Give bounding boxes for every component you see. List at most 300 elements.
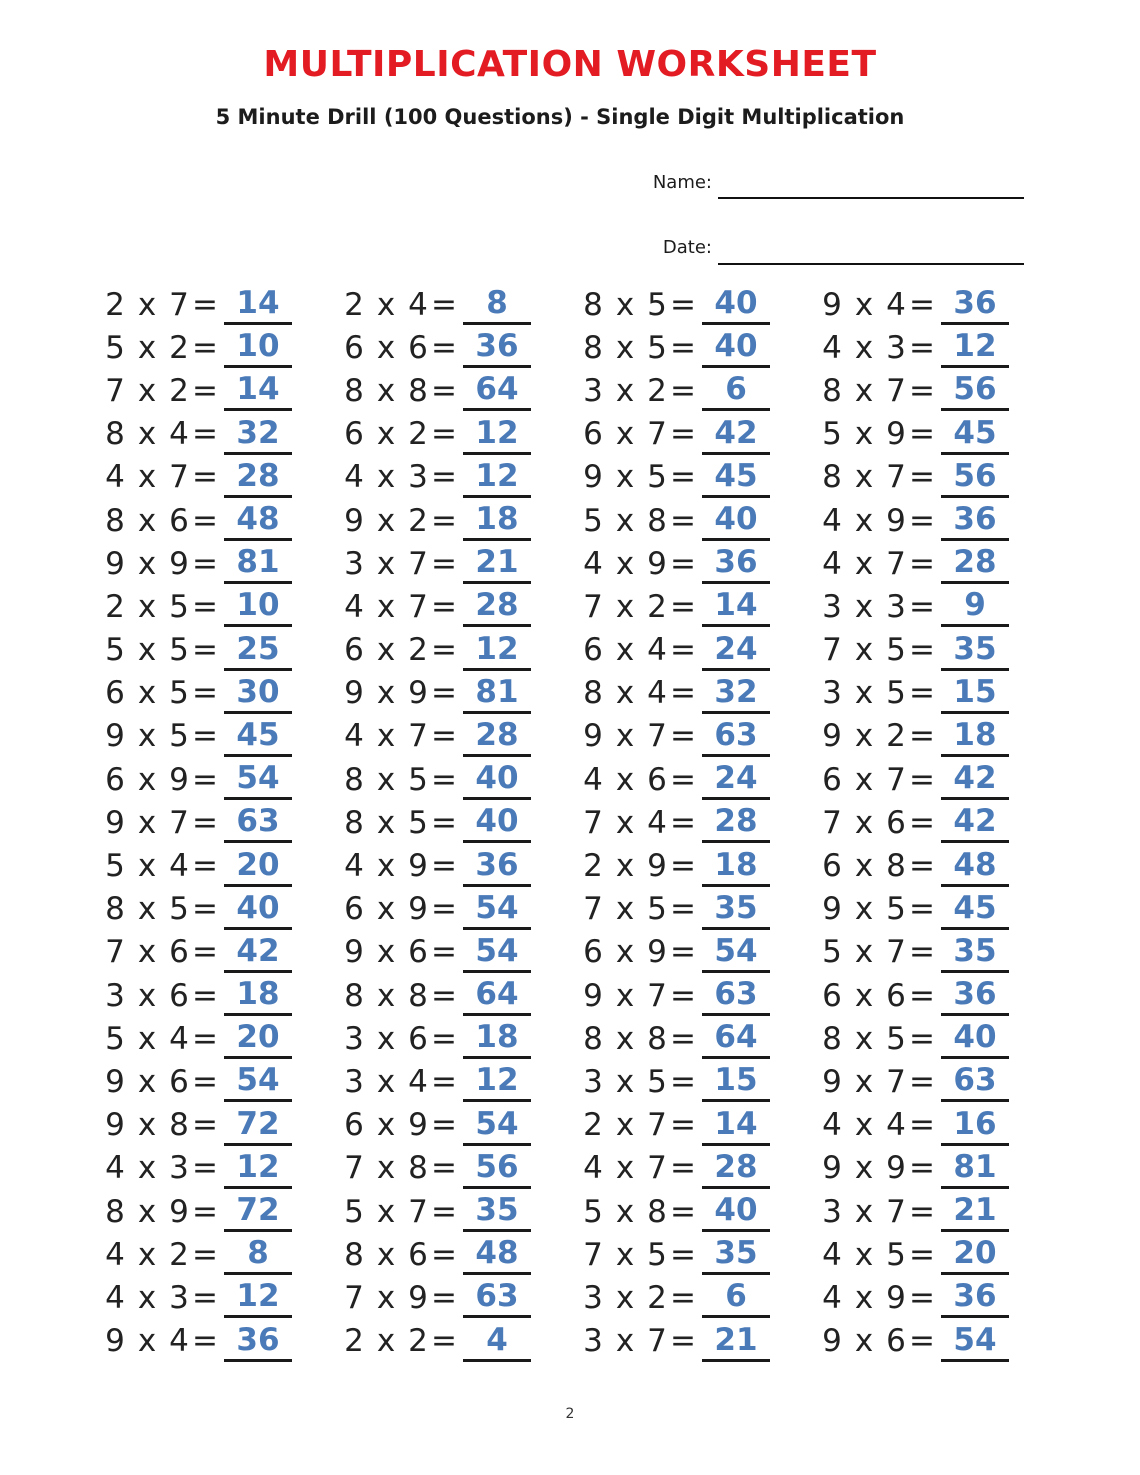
times-sign: x: [137, 588, 157, 625]
factor-b: 5: [886, 1020, 906, 1057]
times-sign: x: [615, 977, 635, 1014]
problem-row: [821, 1147, 1023, 1190]
factor-b: 6: [886, 804, 906, 841]
factor-b: 4: [169, 416, 189, 453]
equals-sign: =: [431, 1279, 457, 1316]
equals-sign: =: [431, 675, 457, 712]
factor-a: 9: [105, 1063, 125, 1100]
factor-b: 6: [647, 761, 667, 798]
times-sign: x: [376, 1150, 396, 1187]
factor-b: 2: [647, 372, 667, 409]
factor-b: 2: [408, 1323, 428, 1360]
factor-a: 2: [344, 286, 364, 323]
factor-b: 4: [886, 1107, 906, 1144]
times-sign: x: [137, 632, 157, 669]
equals-sign: =: [431, 1063, 457, 1100]
answer: 12: [463, 630, 531, 671]
times-sign: x: [376, 416, 396, 453]
factor-b: 8: [408, 977, 428, 1014]
problem-row: [343, 369, 545, 412]
equals-sign: =: [670, 934, 696, 971]
times-sign: x: [376, 804, 396, 841]
times-sign: x: [854, 675, 874, 712]
factor-a: 8: [583, 1020, 603, 1057]
factor-a: 5: [105, 1020, 125, 1057]
equals-sign: =: [431, 588, 457, 625]
equals-sign: =: [192, 286, 218, 323]
factor-a: 6: [344, 891, 364, 928]
factor-b: 5: [408, 804, 428, 841]
answer: 48: [224, 500, 292, 541]
factor-b: 8: [647, 1020, 667, 1057]
answer: 14: [224, 284, 292, 325]
factor-a: 4: [583, 761, 603, 798]
factor-a: 4: [822, 1236, 842, 1273]
times-sign: x: [854, 718, 874, 755]
factor-b: 2: [886, 718, 906, 755]
problem-row: [343, 499, 545, 542]
answer: 36: [941, 284, 1009, 325]
times-sign: x: [376, 977, 396, 1014]
factor-b: 7: [886, 1193, 906, 1230]
times-sign: x: [137, 416, 157, 453]
factor-a: 3: [344, 1063, 364, 1100]
problem-row: [821, 629, 1023, 672]
answer: 81: [224, 543, 292, 584]
problem-row: [821, 844, 1023, 887]
times-sign: x: [854, 372, 874, 409]
problem-row: [343, 456, 545, 499]
equals-sign: =: [909, 588, 935, 625]
factor-a: 6: [105, 675, 125, 712]
problem-row: [104, 542, 306, 585]
factor-a: 5: [344, 1193, 364, 1230]
equals-sign: =: [431, 718, 457, 755]
factor-b: 7: [408, 1193, 428, 1230]
answer: 24: [702, 759, 770, 800]
factor-b: 5: [169, 675, 189, 712]
problem-row: [582, 1276, 784, 1319]
name-field-line[interactable]: [718, 197, 1024, 199]
problem-row: [582, 542, 784, 585]
factor-a: 6: [344, 1107, 364, 1144]
equals-sign: =: [909, 718, 935, 755]
times-sign: x: [137, 1020, 157, 1057]
factor-b: 5: [647, 329, 667, 366]
factor-b: 8: [647, 502, 667, 539]
times-sign: x: [615, 416, 635, 453]
problem-row: [582, 499, 784, 542]
answer: 45: [941, 889, 1009, 930]
answer: 35: [463, 1191, 531, 1232]
factor-a: 7: [583, 804, 603, 841]
problem-row: [104, 1233, 306, 1276]
problem-row: [821, 369, 1023, 412]
equals-sign: =: [670, 329, 696, 366]
times-sign: x: [137, 891, 157, 928]
answer: 4: [463, 1321, 531, 1362]
factor-b: 9: [169, 1193, 189, 1230]
answer: 56: [463, 1148, 531, 1189]
factor-a: 4: [822, 545, 842, 582]
factor-a: 4: [822, 1279, 842, 1316]
problem-row: [582, 283, 784, 326]
problem-row: [343, 1190, 545, 1233]
factor-a: 9: [583, 977, 603, 1014]
equals-sign: =: [431, 372, 457, 409]
times-sign: x: [137, 1236, 157, 1273]
problem-row: [343, 1060, 545, 1103]
times-sign: x: [615, 718, 635, 755]
times-sign: x: [137, 1063, 157, 1100]
equals-sign: =: [909, 1323, 935, 1360]
factor-a: 4: [344, 718, 364, 755]
answer: 6: [702, 370, 770, 411]
answer: 40: [463, 759, 531, 800]
problem-row: [343, 931, 545, 974]
factor-a: 7: [583, 1236, 603, 1273]
equals-sign: =: [192, 329, 218, 366]
times-sign: x: [137, 1279, 157, 1316]
factor-a: 6: [344, 416, 364, 453]
factor-a: 4: [583, 545, 603, 582]
equals-sign: =: [670, 1107, 696, 1144]
equals-sign: =: [192, 977, 218, 1014]
problem-row: [343, 758, 545, 801]
times-sign: x: [854, 502, 874, 539]
factor-b: 5: [408, 761, 428, 798]
times-sign: x: [376, 545, 396, 582]
times-sign: x: [376, 891, 396, 928]
factor-b: 8: [169, 1107, 189, 1144]
answer: 8: [224, 1234, 292, 1275]
factor-b: 5: [647, 286, 667, 323]
answer: 12: [463, 457, 531, 498]
factor-a: 9: [344, 502, 364, 539]
factor-b: 9: [169, 761, 189, 798]
factor-a: 8: [583, 286, 603, 323]
answer: 72: [224, 1105, 292, 1146]
factor-a: 7: [583, 588, 603, 625]
problem-row: [821, 931, 1023, 974]
factor-b: 7: [647, 1323, 667, 1360]
worksheet-title: MULTIPLICATION WORKSHEET: [263, 44, 877, 85]
factor-b: 7: [886, 761, 906, 798]
factor-a: 6: [105, 761, 125, 798]
times-sign: x: [137, 372, 157, 409]
worksheet-subtitle: 5 Minute Drill (100 Questions) - Single Digit Multiplication: [215, 105, 905, 129]
problem-row: [582, 1060, 784, 1103]
factor-b: 4: [886, 286, 906, 323]
factor-a: 8: [105, 1193, 125, 1230]
equals-sign: =: [909, 1020, 935, 1057]
factor-a: 2: [344, 1323, 364, 1360]
factor-b: 7: [169, 804, 189, 841]
factor-b: 4: [647, 675, 667, 712]
factor-b: 3: [169, 1150, 189, 1187]
problem-row: [821, 888, 1023, 931]
factor-a: 9: [822, 286, 842, 323]
times-sign: x: [137, 1193, 157, 1230]
equals-sign: =: [670, 848, 696, 885]
answer: 9: [941, 586, 1009, 627]
times-sign: x: [615, 1063, 635, 1100]
equals-sign: =: [670, 545, 696, 582]
answer: 54: [463, 932, 531, 973]
times-sign: x: [376, 1020, 396, 1057]
problem-row: [104, 1190, 306, 1233]
equals-sign: =: [431, 848, 457, 885]
answer: 12: [224, 1148, 292, 1189]
answer: 18: [702, 846, 770, 887]
answer: 56: [941, 370, 1009, 411]
times-sign: x: [615, 1107, 635, 1144]
factor-b: 8: [408, 372, 428, 409]
factor-b: 7: [647, 1107, 667, 1144]
factor-b: 2: [647, 1279, 667, 1316]
answer: 45: [941, 414, 1009, 455]
problem-row: [582, 931, 784, 974]
equals-sign: =: [192, 891, 218, 928]
times-sign: x: [854, 286, 874, 323]
factor-a: 9: [344, 934, 364, 971]
problem-row: [582, 1190, 784, 1233]
equals-sign: =: [192, 718, 218, 755]
factor-b: 9: [647, 934, 667, 971]
factor-a: 8: [344, 761, 364, 798]
factor-b: 5: [647, 891, 667, 928]
problem-column: [821, 283, 1023, 1363]
factor-a: 4: [583, 1150, 603, 1187]
factor-b: 6: [408, 1236, 428, 1273]
answer: 25: [224, 630, 292, 671]
equals-sign: =: [431, 502, 457, 539]
answer: 28: [702, 802, 770, 843]
problem-row: [104, 672, 306, 715]
equals-sign: =: [192, 502, 218, 539]
equals-sign: =: [192, 459, 218, 496]
answer: 35: [702, 1234, 770, 1275]
equals-sign: =: [670, 1150, 696, 1187]
factor-a: 8: [344, 804, 364, 841]
equals-sign: =: [431, 1236, 457, 1273]
factor-b: 9: [408, 848, 428, 885]
factor-b: 2: [408, 416, 428, 453]
times-sign: x: [137, 1323, 157, 1360]
answer: 36: [463, 327, 531, 368]
times-sign: x: [615, 1236, 635, 1273]
times-sign: x: [137, 329, 157, 366]
answer: 64: [702, 1018, 770, 1059]
times-sign: x: [137, 502, 157, 539]
problem-row: [821, 1060, 1023, 1103]
answer: 64: [463, 370, 531, 411]
factor-a: 5: [105, 848, 125, 885]
problem-row: [821, 1320, 1023, 1363]
problem-row: [104, 413, 306, 456]
factor-a: 4: [105, 1279, 125, 1316]
factor-a: 5: [822, 934, 842, 971]
times-sign: x: [376, 1279, 396, 1316]
times-sign: x: [137, 286, 157, 323]
equals-sign: =: [192, 545, 218, 582]
problem-row: [343, 542, 545, 585]
times-sign: x: [854, 1150, 874, 1187]
problem-row: [582, 974, 784, 1017]
problem-row: [104, 629, 306, 672]
problem-row: [582, 1147, 784, 1190]
times-sign: x: [137, 459, 157, 496]
factor-b: 6: [408, 934, 428, 971]
answer: 36: [941, 975, 1009, 1016]
factor-a: 4: [344, 588, 364, 625]
factor-b: 7: [408, 718, 428, 755]
answer: 54: [463, 1105, 531, 1146]
times-sign: x: [376, 1323, 396, 1360]
times-sign: x: [376, 502, 396, 539]
problem-row: [582, 1017, 784, 1060]
times-sign: x: [615, 502, 635, 539]
answer: 28: [463, 586, 531, 627]
problem-column: [104, 283, 306, 1363]
times-sign: x: [615, 891, 635, 928]
times-sign: x: [615, 588, 635, 625]
answer: 20: [224, 1018, 292, 1059]
equals-sign: =: [670, 502, 696, 539]
problem-row: [821, 801, 1023, 844]
factor-a: 6: [583, 416, 603, 453]
factor-a: 3: [583, 1323, 603, 1360]
problem-row: [104, 888, 306, 931]
problem-row: [582, 801, 784, 844]
factor-b: 7: [647, 416, 667, 453]
factor-a: 4: [344, 459, 364, 496]
equals-sign: =: [431, 761, 457, 798]
problem-row: [104, 369, 306, 412]
answer: 40: [702, 1191, 770, 1232]
answer: 56: [941, 457, 1009, 498]
problem-row: [104, 1017, 306, 1060]
times-sign: x: [376, 588, 396, 625]
equals-sign: =: [670, 588, 696, 625]
problem-row: [104, 715, 306, 758]
equals-sign: =: [670, 1279, 696, 1316]
factor-a: 6: [822, 848, 842, 885]
problem-row: [582, 888, 784, 931]
answer: 48: [463, 1234, 531, 1275]
answer: 20: [941, 1234, 1009, 1275]
problem-row: [582, 672, 784, 715]
factor-a: 2: [583, 848, 603, 885]
equals-sign: =: [670, 891, 696, 928]
times-sign: x: [854, 1020, 874, 1057]
answer: 72: [224, 1191, 292, 1232]
factor-a: 3: [822, 588, 842, 625]
times-sign: x: [376, 1193, 396, 1230]
equals-sign: =: [909, 848, 935, 885]
factor-a: 8: [344, 1236, 364, 1273]
equals-sign: =: [192, 1107, 218, 1144]
equals-sign: =: [909, 1063, 935, 1100]
times-sign: x: [615, 545, 635, 582]
times-sign: x: [854, 588, 874, 625]
times-sign: x: [615, 934, 635, 971]
factor-b: 5: [886, 675, 906, 712]
factor-a: 9: [822, 891, 842, 928]
equals-sign: =: [670, 416, 696, 453]
answer: 36: [941, 500, 1009, 541]
times-sign: x: [137, 1107, 157, 1144]
problem-row: [104, 974, 306, 1017]
problem-row: [343, 283, 545, 326]
problem-row: [582, 456, 784, 499]
equals-sign: =: [431, 1193, 457, 1230]
answer: 36: [702, 543, 770, 584]
answer: 54: [224, 1061, 292, 1102]
problem-row: [821, 542, 1023, 585]
equals-sign: =: [431, 1150, 457, 1187]
problem-row: [582, 1320, 784, 1363]
problem-row: [582, 1104, 784, 1147]
factor-b: 9: [886, 1279, 906, 1316]
equals-sign: =: [192, 1279, 218, 1316]
equals-sign: =: [192, 1020, 218, 1057]
answer: 42: [941, 759, 1009, 800]
problem-row: [343, 672, 545, 715]
factor-a: 5: [822, 416, 842, 453]
equals-sign: =: [670, 804, 696, 841]
problem-row: [821, 283, 1023, 326]
factor-b: 7: [886, 459, 906, 496]
equals-sign: =: [909, 1107, 935, 1144]
answer: 6: [702, 1277, 770, 1318]
answer: 12: [224, 1277, 292, 1318]
times-sign: x: [615, 372, 635, 409]
date-field-line[interactable]: [718, 263, 1024, 265]
equals-sign: =: [670, 761, 696, 798]
times-sign: x: [137, 718, 157, 755]
equals-sign: =: [192, 588, 218, 625]
factor-b: 5: [647, 1063, 667, 1100]
problem-row: [104, 456, 306, 499]
equals-sign: =: [909, 372, 935, 409]
factor-a: 3: [344, 1020, 364, 1057]
factor-a: 3: [583, 1063, 603, 1100]
times-sign: x: [615, 329, 635, 366]
answer: 12: [941, 327, 1009, 368]
equals-sign: =: [431, 416, 457, 453]
problem-row: [582, 369, 784, 412]
equals-sign: =: [431, 1107, 457, 1144]
equals-sign: =: [431, 934, 457, 971]
factor-b: 8: [408, 1150, 428, 1187]
equals-sign: =: [431, 632, 457, 669]
problem-row: [104, 326, 306, 369]
times-sign: x: [376, 286, 396, 323]
problem-row: [582, 585, 784, 628]
answer: 18: [463, 1018, 531, 1059]
problem-row: [582, 715, 784, 758]
equals-sign: =: [670, 1323, 696, 1360]
factor-a: 7: [822, 804, 842, 841]
problem-row: [343, 974, 545, 1017]
equals-sign: =: [192, 848, 218, 885]
answer: 35: [941, 630, 1009, 671]
problem-row: [582, 629, 784, 672]
times-sign: x: [376, 718, 396, 755]
answer: 8: [463, 284, 531, 325]
factor-b: 7: [408, 588, 428, 625]
